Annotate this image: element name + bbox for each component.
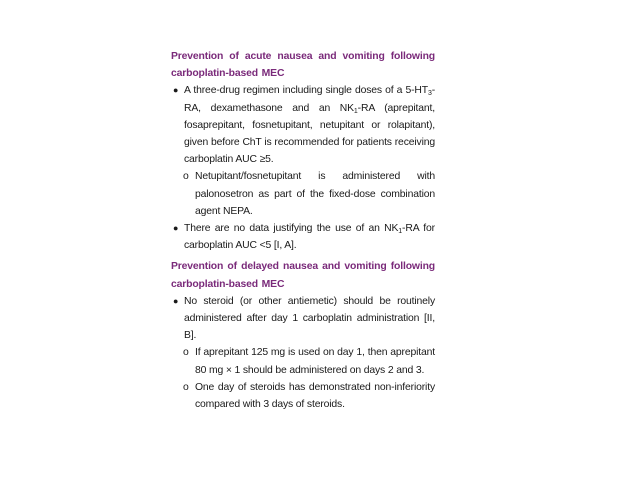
sub-marker: o xyxy=(183,347,189,359)
list-item-no-steroid xyxy=(171,293,435,345)
item-text: One day of steroids has demonstrated non-inferiority compared with 3 days of steroids. xyxy=(195,381,435,411)
subscript: 1 xyxy=(353,107,358,115)
item-text: There are no data justifying the use of an NK xyxy=(184,223,399,235)
subscript: 1 xyxy=(398,228,403,236)
item-text: -RA for carboplatin AUC <5 [I, A]. xyxy=(184,223,435,252)
sub-item-aprepitant xyxy=(171,344,435,378)
bullet-marker: ● xyxy=(173,295,179,306)
subscript: 3 xyxy=(427,90,432,98)
sub-marker: o xyxy=(183,171,189,183)
section-heading-delayed: Prevention of delayed nausea and vomiting following carboplatin-based MEC xyxy=(171,261,435,290)
bullet-marker: ● xyxy=(173,85,179,96)
document xyxy=(171,48,435,413)
item-text: Netupitant/fosnetupitant is administered with palonosetron as part of the fixed-dose combination agent NEPA. xyxy=(195,171,435,217)
item-text: If aprepitant 125 mg is used on day 1, then aprepitant 80 mg × 1 should be administered on days 2 and 3. xyxy=(195,347,435,376)
list-item-three-drug-regimen xyxy=(171,82,435,168)
sub-item-steroids xyxy=(171,379,435,413)
list-item-no-data xyxy=(171,220,435,254)
sub-item-netupitant xyxy=(171,168,435,220)
section-heading-acute: Prevention of acute nausea and vomiting following carboplatin-based MEC xyxy=(171,51,435,80)
item-text: No steroid (or other antiemetic) should be routinely administered after day 1 carboplatin administration [II, B]. xyxy=(184,295,435,342)
item-text: -RA, dexamethasone and an NK xyxy=(184,85,435,114)
bullet-marker: ● xyxy=(173,223,179,234)
sub-marker: o xyxy=(183,381,189,393)
item-text: A three-drug regimen including single doses of a 5-HT xyxy=(184,85,428,97)
item-text: -RA (aprepitant, fosaprepitant, fosnetupitant, netupitant or rolapitant), given before ChT is recommended for patients receiving carboplatin AUC ≥5. xyxy=(184,102,435,166)
